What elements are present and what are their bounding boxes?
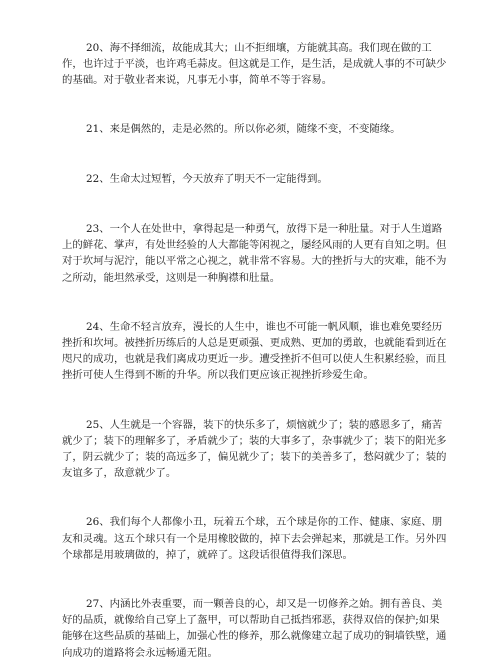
paragraph-23: 23、一个人在处世中，拿得起是一种勇气，放得下是一种肚量。对于人生道路上的鲜花、掌声，有处世经验的人大都能等闲视之，屡经风雨的人更有自知之明。但对于坎坷与泥泞，能以平常之心视之，就非常不容易。大的挫折与大的灾难，能不为之所动，能坦然承受，这则是一种胸襟和肚量。: [62, 223, 447, 284]
paragraph-25: 25、人生就是一个容器，装下的快乐多了，烦恼就少了；装的感恩多了，痛苦就少了；装下的理解多了，矛盾就少了；装的大事多了，杂事就少了；装下的阳光多了，阴云就少了；装的高远多了，偏见就少了；装下的美善多了，愁闷就少了；装的友谊多了，敌意就少了。: [62, 418, 447, 480]
paragraph-27: 27、内涵比外表重要，而一颗善良的心，却又是一切修养之始。拥有善良、美好的品质，就像给自己穿上了盔甲，可以帮助自己抵挡邪恶，获得双倍的保护;如果能够在这些品质的基础上，加强心性的修养，那么就像建立起了成功的铜墙铁壁，通向成功的道路将会永远畅通无阻。: [62, 598, 447, 659]
paragraph-26: 26、我们每个人都像小丑，玩着五个球，五个球是你的工作、健康、家庭、朋友和灵魂。这五个球只有一个是用橡胶做的，掉下去会弹起来，那就是工作。另外四个球都是用玻璃做的，掉了，就碎了。这段话很值得我们深思。: [62, 516, 447, 561]
paragraph-22: 22、生命太过短暂，今天放弃了明天不一定能得到。: [86, 172, 328, 185]
paragraph-24: 24、生命不轻言放弃，漫长的人生中，谁也不可能一帆风顺，谁也难免要经历挫折和坎坷。被挫折历练后的人总是更顽强、更成熟、更加的勇敢，也就能看到近在咫尺的成功，也就是我们离成功更近一步。遭受挫折不但可以使人生积累经验，而且挫折可使人生得到不断的升华。所以我们更应该正视挫折珍爱生命。: [62, 320, 447, 382]
paragraph-20: 20、海不择细流，故能成其大；山不拒细壤，方能就其高。我们现在做的工作，也许过于平淡，也许鸡毛蒜皮。但这就是工作，是生活，是成就人事的不可缺少的基础。对于敬业者来说，凡事无小事，简单不等于容易。: [62, 42, 447, 87]
paragraph-21: 21、来是偶然的，走是必然的。所以你必须，随缘不变，不变随缘。: [86, 122, 401, 135]
